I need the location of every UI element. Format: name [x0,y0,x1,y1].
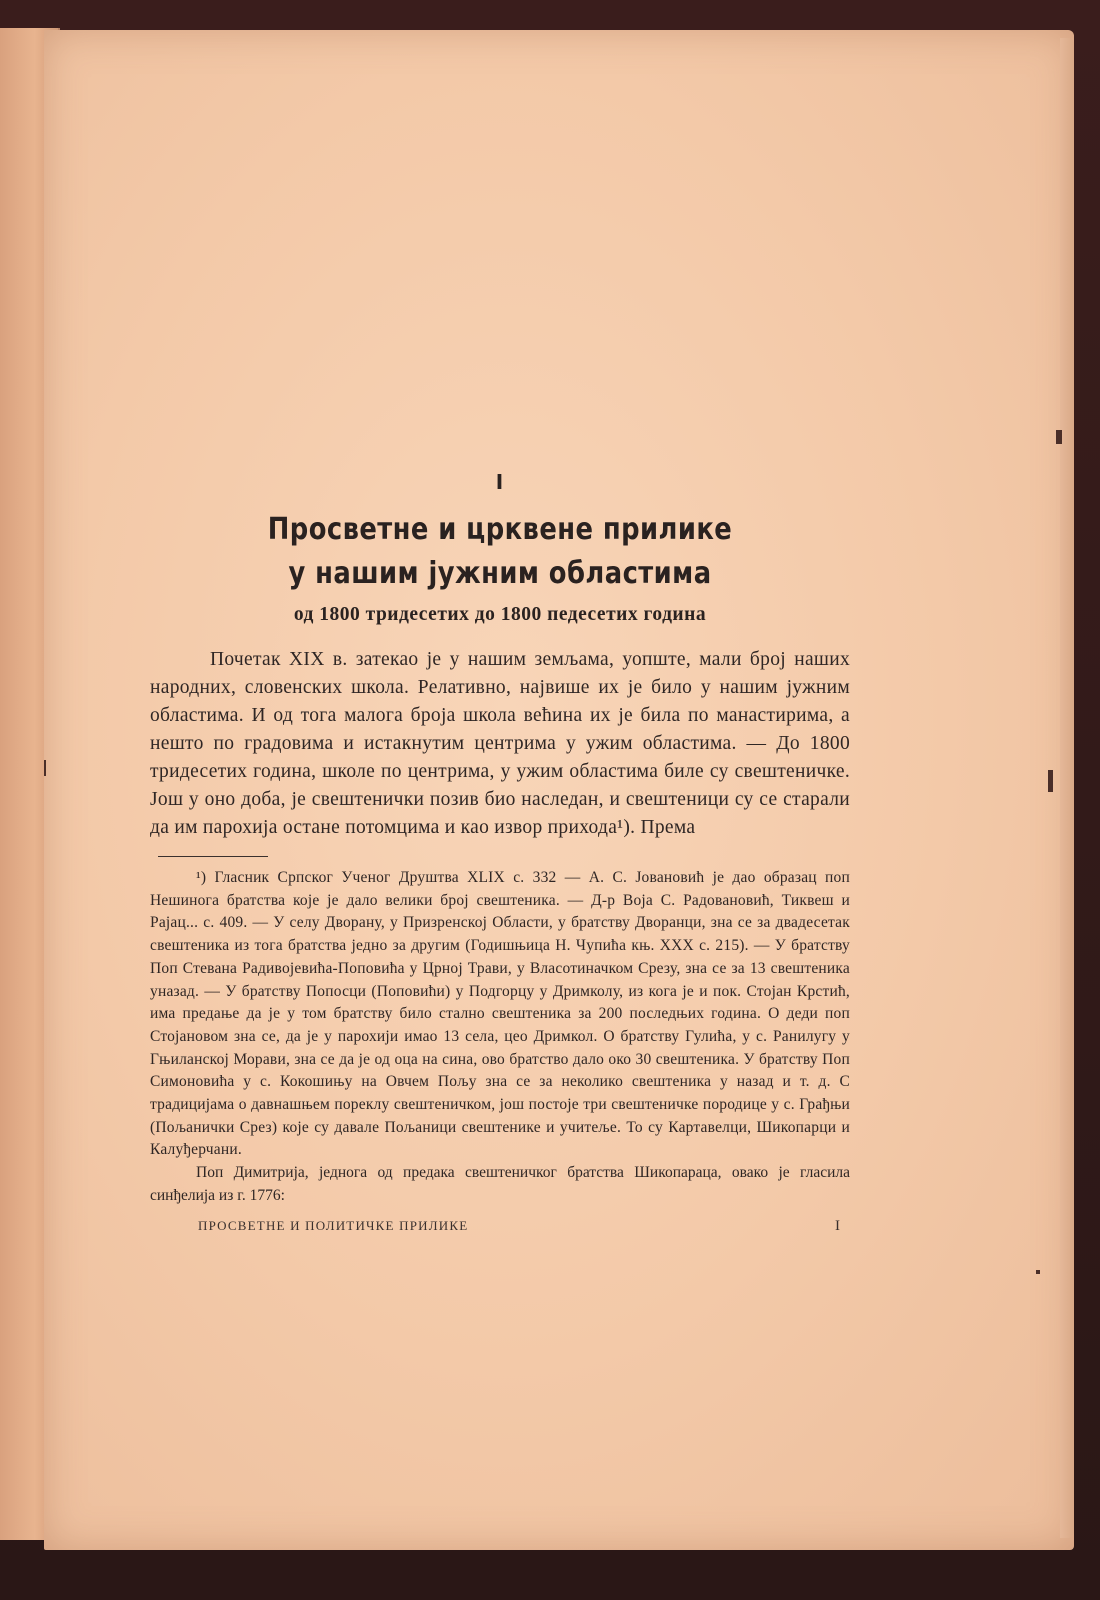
footnote-separator [158,856,268,857]
scan-speck [44,760,46,776]
chapter-subtitle: од 1800 тридесетих до 1800 педесетих година [293,604,707,625]
footnote-1: ¹) Гласник Српског Ученог Друштва XLIX с. 332 — А. С. Јовановић је дао образац поп Нешинога братства које је дало велики број свештеника. — Д-р Воја С. Радовановић, Тиквеш и Рајац... с. 409. — У селу Дворану, у Призренској Области, у братству Дворанци, зна се за двадесетак свештеника из тога братства једно за другим (Годишњица Н. Чупића књ. XXX с. 215). — У братству Поп Стевана Радивојевића-Поповића у Црној Трави, у Власотиначком Срезу, зна се за 13 свештеника уназад. — У братству Попосци (Поповићи) у Подгорцу у Дримколу, из кога је и пок. Стојан Крстић, има предање да је у том братству било стално свештеника за 200 последњих година. О деди поп Стојановом зна се, да је у парохији имао 13 села, цео Дримкол. О братству Гулића, у с. Ранилугу у Гњиланској Морави, зна се да је од оца на сина, ово братство дало око 30 свештеника. У братству Поп Симоновића у с. Кокошињу на Овчем Пољу зна се за неколико свештеника у назад и т. д. С традицијама о давнашњем пореклу свештеничком, још постоје три свештеничке породице у с. Грађњи (Пољанички Срез) које су давале Пољаници свештенике и учитеље. То су Картавелци, Шикопарци и Калуђерчани. [150,869,850,1159]
scan-speck [1036,1270,1040,1274]
scan-speck [1056,430,1062,444]
signature-line [150,1218,850,1235]
signature-number: I [835,1217,840,1234]
chapter-title-line-2: у нашим јужним областима [288,556,712,591]
chapter-number: I [495,470,505,494]
chapter-title-line-1: Просветне и црквене прилике [267,512,733,547]
scan-speck [1048,770,1053,792]
signature-title: ПРОСВЕТНЕ И ПОЛИТИЧКЕ ПРИЛИКЕ [198,1217,469,1233]
footnote-continuation: Поп Димитрија, једнога од предака свештеничког братства Шикопараца, овако је гласила синђелија из г. 1776: [150,1164,850,1204]
page-content [150,470,850,1235]
body-paragraph: Почетак XIX в. затекао је у нашим земљама, уопште, мали број наших народних, словенских школа. Релативно, највише их је било у нашим јужним областима. И од тога малога броја школа већина их је била по манастирима, а нешто по градовима и истакнутим центрима у ужим областима. — До 1800 тридесетих година, школе по центрима, у ужим областима биле су свештеничке. Још у оно доба, је свештенички позив био наследан, и свештеници су се старали да им парохија остане потомцима и као извор прихода¹). Према [150,649,850,838]
page-edge-right [1060,38,1074,1538]
